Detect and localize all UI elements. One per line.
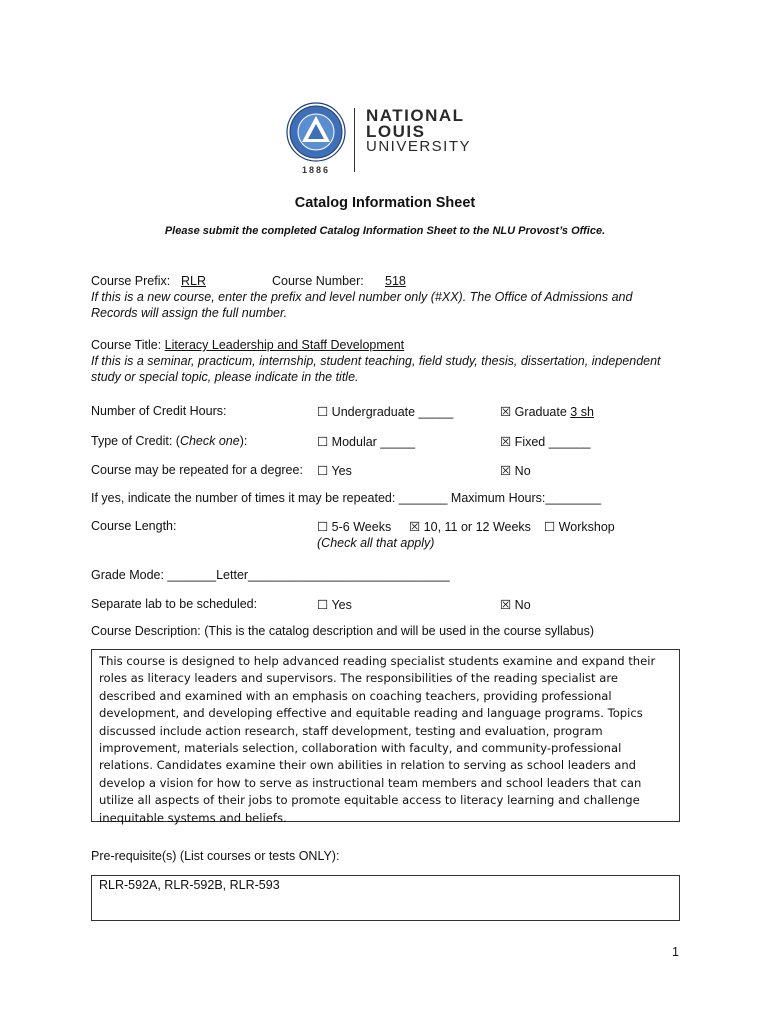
number-value: 518 [385,274,406,288]
title-note-1: If this is a seminar, practicum, internship, student teaching, field study, thesis, dissertation, independent [91,354,661,368]
number-label: Course Number: [272,274,364,288]
logo-wordmark-louis: LOUIS [366,122,426,141]
course-title-value: Literacy Leadership and Staff Development [164,338,405,352]
seal-icon [286,102,346,162]
logo-year: 1886 [302,165,331,175]
lab-no-checkbox[interactable]: ☒ No [500,598,531,612]
undergraduate-checkbox[interactable]: ☐ Undergraduate _____ [317,405,454,419]
repeat-times-line: If yes, indicate the number of times it may be repeated: _______ Maximum Hours:________ [91,491,602,505]
description-label: Course Description: (This is the catalog description and will be used in the course syllabus) [91,624,595,638]
graduate-hours-value: 3 sh [570,405,594,419]
logo-wordmark-university: UNIVERSITY [366,138,472,155]
type-label-italic: Check one [179,434,240,448]
title-note-2: study or special topic, please indicate in the title. [91,370,359,384]
repeat-label: Course may be repeated for a degree: [91,463,303,477]
modular-checkbox[interactable]: ☐ Modular _____ [317,435,416,449]
prereq-textbox[interactable]: RLR-592A, RLR-592B, RLR-593 [91,875,680,921]
lab-label: Separate lab to be scheduled: [91,597,258,611]
length-10-12-weeks-checkbox[interactable]: ☒ 10, 11 or 12 Weeks [409,520,531,534]
new-course-note-1: If this is a new course, enter the prefix and level number only (#XX). The Office of Admissions and [91,290,633,304]
graduate-checkbox[interactable] [500,404,594,419]
length-5-6-weeks-checkbox[interactable]: ☐ 5-6 Weeks [317,520,392,534]
page-title: Catalog Information Sheet [294,195,476,211]
credit-hours-label: Number of Credit Hours: [91,404,227,418]
prefix-value: RLR [181,274,207,288]
length-note: (Check all that apply) [317,536,435,550]
description-textbox[interactable]: This course is designed to help advanced reading specialist students examine and expand their roles as literacy leaders and supervisors. The responsibilities of the reading specialist are described and examined with an emphasis on coaching teachers, providing professional development, and developing effective and equitable reading and language programs. Topics discussed include action research, staff development, testing and evaluation, program improvement, materials selection, collaboration with faculty, and community-professional relations. Candidates examine their own abilities in relation to serving as school leaders and develop a vision for how to serve as instructional team members and school leaders that can utilize all aspects of their jobs to promote equitable access to literacy learning and challenge inequitable systems and beliefs. [91,649,680,822]
prereq-label: Pre-requisite(s) (List courses or tests ONLY): [91,849,340,863]
page-number: 1 [672,945,679,959]
type-of-credit-label [91,434,247,448]
logo-divider [354,108,355,172]
type-label-start: Type of Credit: ( [91,434,180,448]
lab-yes-checkbox[interactable]: ☐ Yes [317,598,352,612]
fixed-checkbox[interactable]: ☒ Fixed ______ [500,435,591,449]
repeat-yes-checkbox[interactable]: ☐ Yes [317,464,352,478]
submission-instruction: Please submit the completed Catalog Information Sheet to the NLU Provost’s Office. [164,225,606,237]
new-course-note-2: Records will assign the full number. [91,306,288,320]
logo-wordmark-national: NATIONAL [366,106,465,125]
prefix-label: Course Prefix: [91,274,171,288]
type-label-end: ): [239,434,248,448]
repeat-no-checkbox[interactable]: ☒ No [500,464,531,478]
graduate-label: ☒ Graduate [500,405,571,419]
length-workshop-checkbox[interactable]: ☐ Workshop [544,520,615,534]
grade-mode-line: Grade Mode: _______Letter_____________________________ [91,568,450,582]
course-length-label: Course Length: [91,519,177,533]
course-title-row [91,338,404,352]
course-title-label: Course Title: [91,338,165,352]
